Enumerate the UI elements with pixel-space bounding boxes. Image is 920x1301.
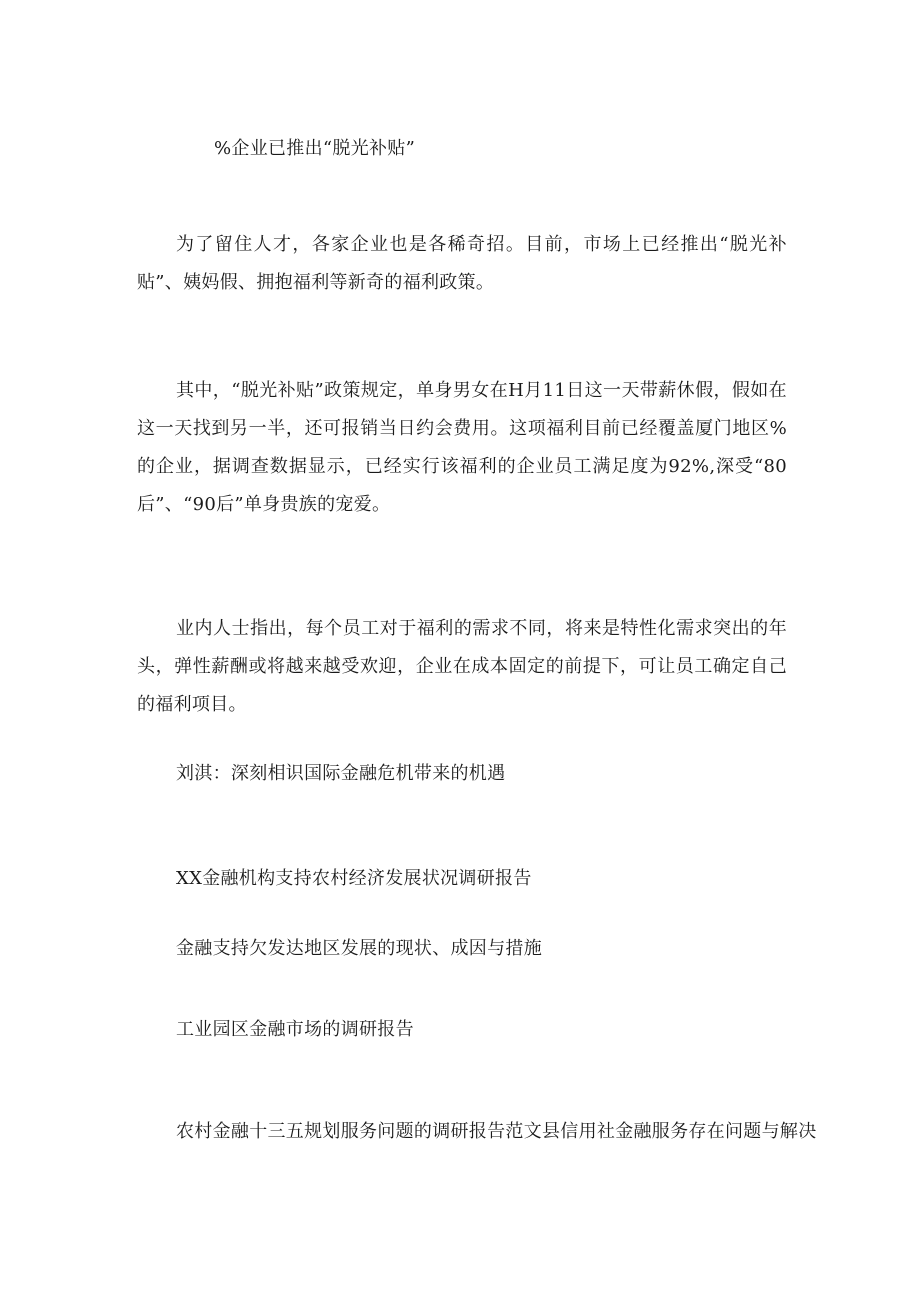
- paragraph-insight: 业内人士指出，每个员工对于福利的需求不同，将来是特性化需求突出的年头，弹性薪酬或将越来越受欢迎，企业在成本固定的前提下，可让员工确定自己的福利项目。: [137, 618, 787, 715]
- related-title-2: XX金融机构支持农村经济发展状况调研报告: [176, 868, 532, 889]
- related-title-4: 工业园区金融市场的调研报告: [176, 1019, 414, 1040]
- related-title-5: 农村金融十三五规划服务问题的调研报告范文县信用社金融服务存在问题与解决: [176, 1121, 817, 1142]
- document-heading: %企业已推出“脱光补贴”: [214, 138, 416, 159]
- paragraph-intro: 为了留住人才，各家企业也是各稀奇招。目前，市场上已经推出“脱光补贴”、姨妈假、拥抱福利等新奇的福利政策。: [137, 234, 787, 293]
- paragraph-policy: 其中，“脱光补贴”政策规定，单身男女在H月11日这一天带薪休假，假如在这一天找到另一半，还可报销当日约会费用。这项福利目前已经覆盖厦门地区%的企业，据调查数据显示，已经实行该福利的企业员工满足度为92%,深受“80后”、“90后”单身贵族的宠爱。: [137, 380, 787, 515]
- related-title-1: 刘淇：深刻相识国际金融危机带来的机遇: [176, 763, 506, 784]
- related-title-3: 金融支持欠发达地区发展的现状、成因与措施: [176, 938, 542, 959]
